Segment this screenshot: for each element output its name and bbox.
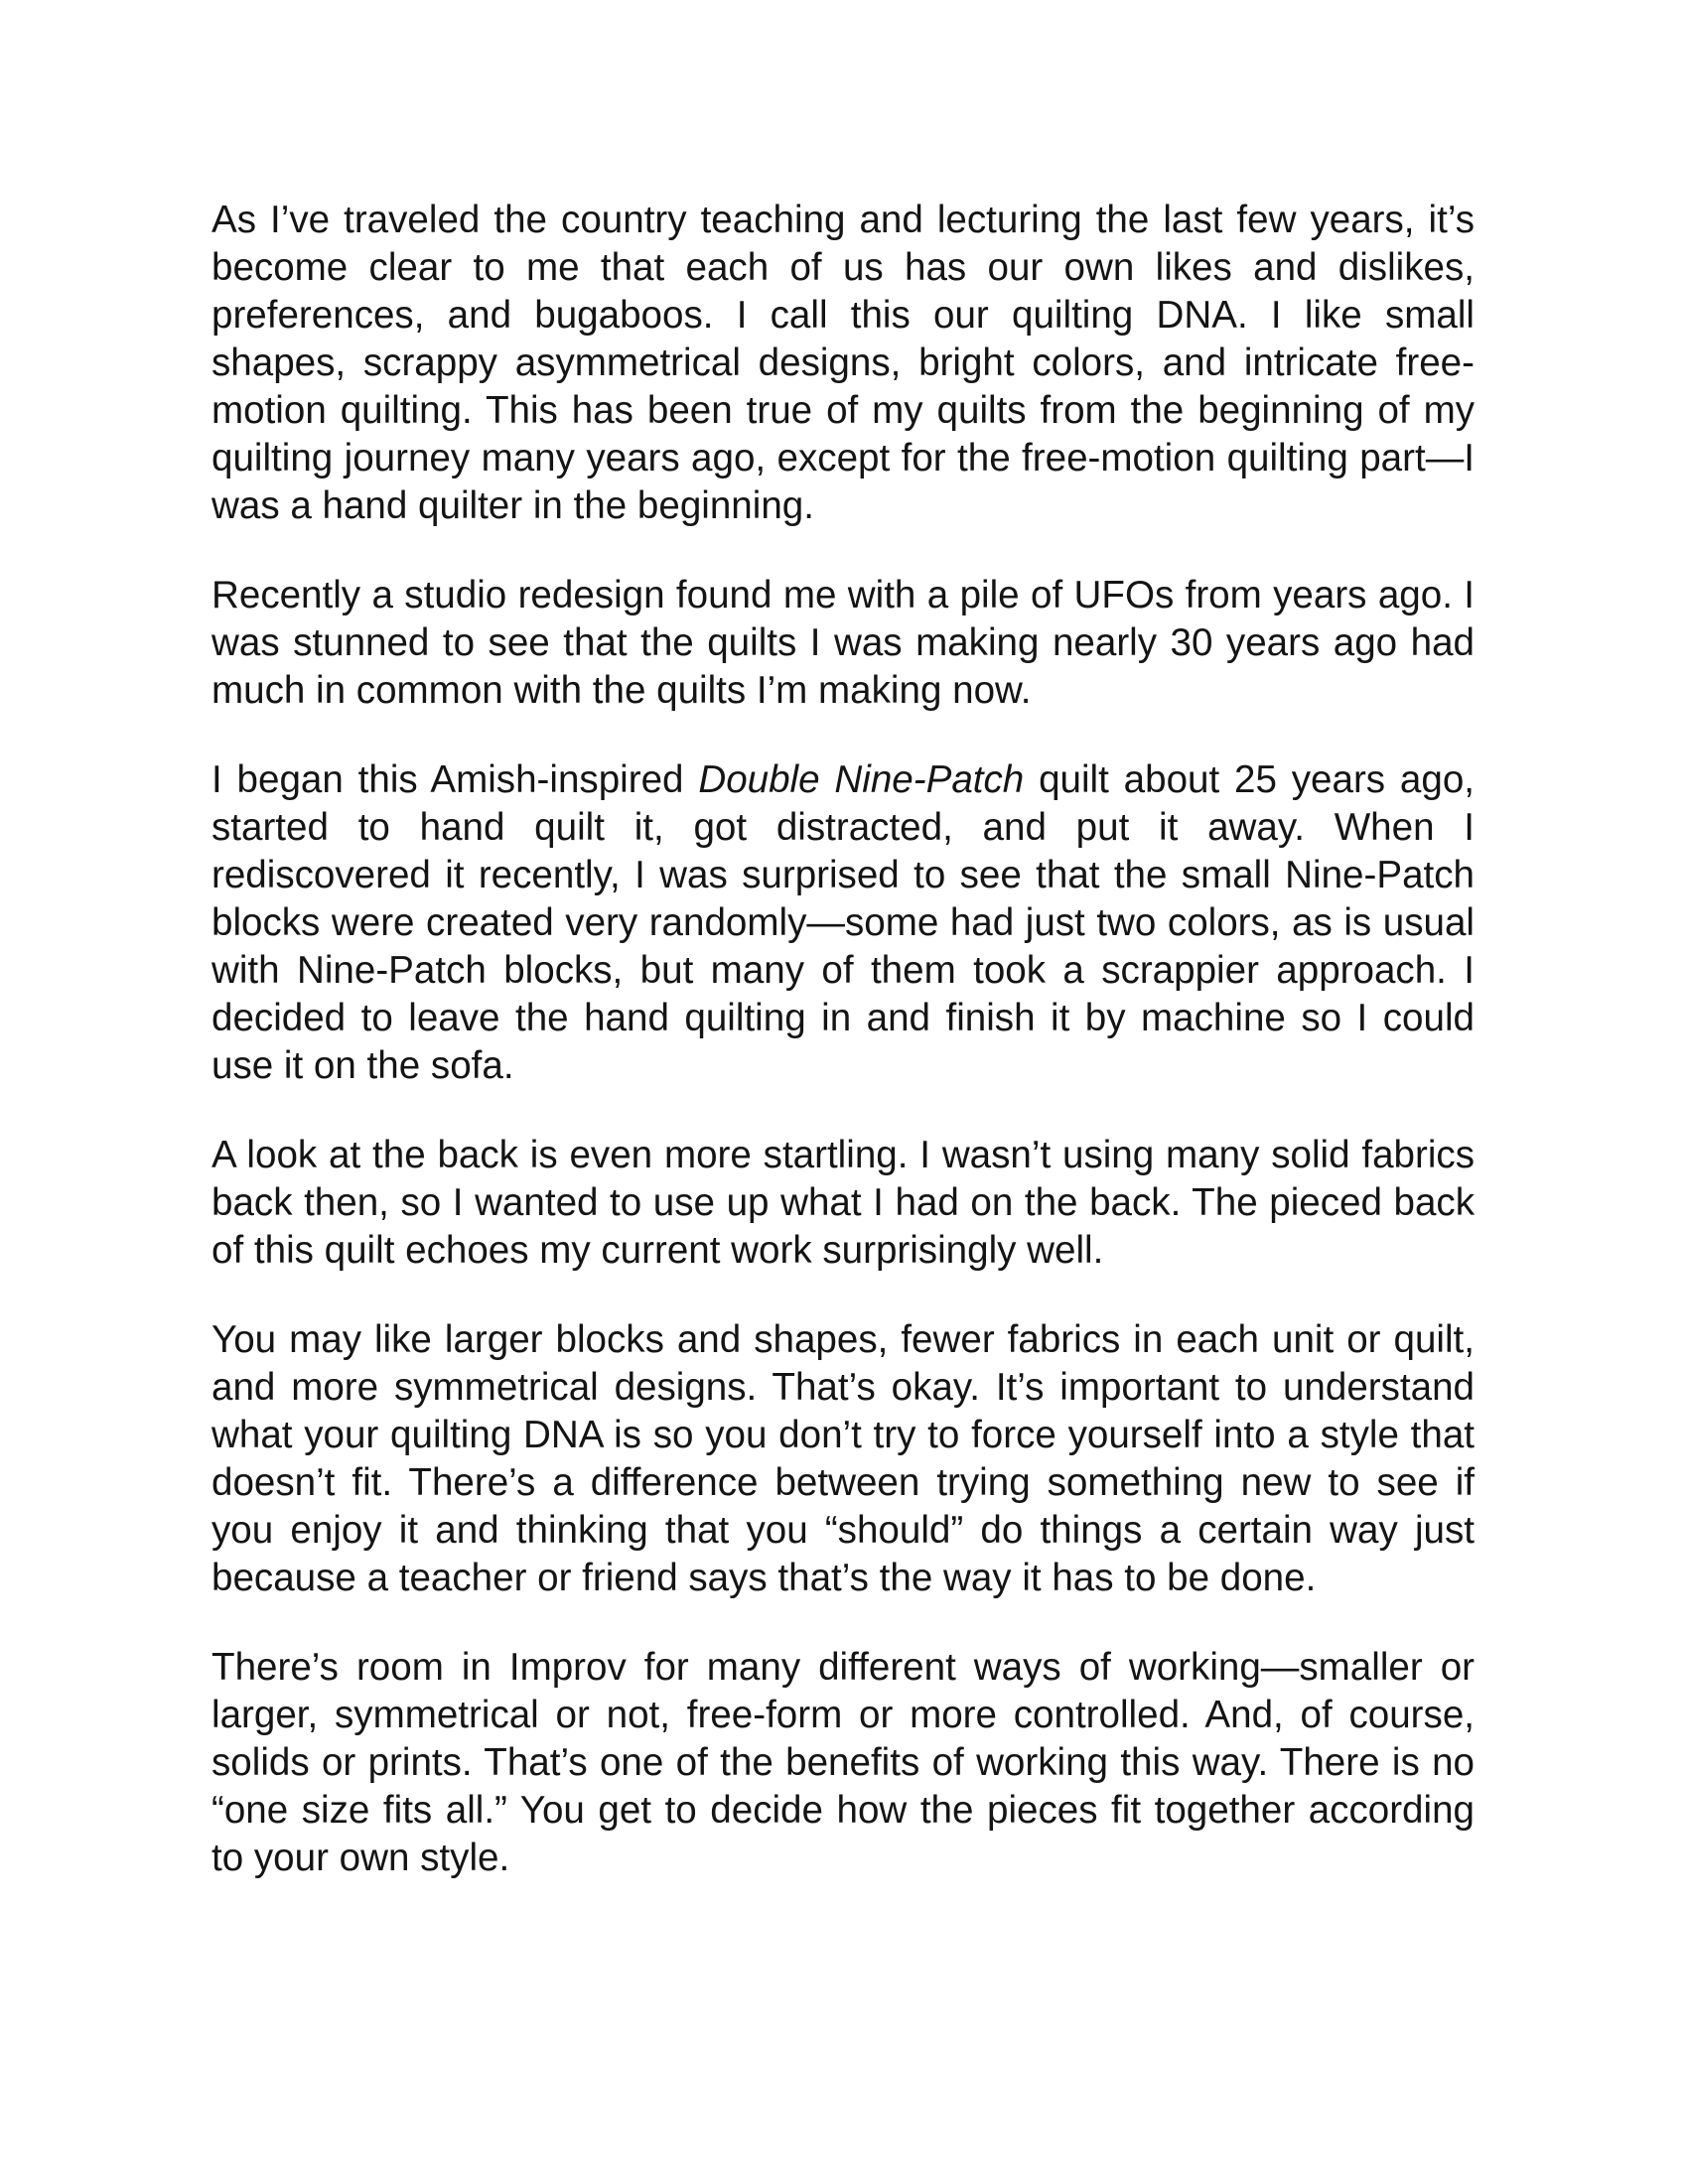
- paragraph-your-style: You may like larger blocks and shapes, fewer fabrics in each unit or quilt, and more symmetrical designs. That’s okay. It’s important to understand what your quilting DNA is so you don’t try to force yourself into a style that doesn’t fit. There’s a difference between trying something new to see if you enjoy it and thinking that you “should” do things a certain way just because a teacher or friend says that’s the way it has to be done.: [211, 1318, 1475, 1599]
- quilt-title: Double Nine-Patch: [698, 758, 1025, 801]
- paragraph-quilting-dna: As I’ve traveled the country teaching and lecturing the last few years, it’s become clear to me that each of us has our own likes and dislikes, preferences, and bugaboos. I call this our quilting DNA. I like small shapes, scrappy asymmetrical designs, bright colors, and intricate free-motion quilting. This has been true of my quilts from the beginning of my quilting journey many years ago, except for the free-motion quilting part—I was a hand quilter in the beginning.: [211, 199, 1475, 527]
- document-body: [211, 197, 1475, 1882]
- paragraph-quilt-back: A look at the back is even more startling. I wasn’t using many solid fabrics back then, so I wanted to use up what I had on the back. The pieced back of this quilt echoes my current work surprisingly well.: [211, 1134, 1475, 1272]
- paragraph-text-rest: quilt about 25 years ago, started to hand quilt it, got distracted, and put it away. When I rediscovered it recently, I was surprised to see that the small Nine-Patch blocks were created very randomly—some had just two colors, as is usual with Nine-Patch blocks, but many of them took a scrappier approach. I decided to leave the hand quilting in and finish it by machine so I could use it on the sofa.: [211, 758, 1476, 1087]
- paragraph-text-lead: I began this Amish-inspired: [211, 758, 699, 801]
- paragraph-double-nine-patch: [211, 756, 1475, 1090]
- paragraph-studio-redesign: Recently a studio redesign found me with a pile of UFOs from years ago. I was stunned to see that the quilts I was making nearly 30 years ago had much in common with the quilts I’m making now.: [211, 574, 1475, 712]
- paragraph-improv: There’s room in Improv for many different ways of working—smaller or larger, symmetrical or not, free-form or more controlled. And, of course, solids or prints. That’s one of the benefits of working this way. There is no “one size fits all.” You get to decide how the pieces fit together according to your own style.: [211, 1646, 1475, 1879]
